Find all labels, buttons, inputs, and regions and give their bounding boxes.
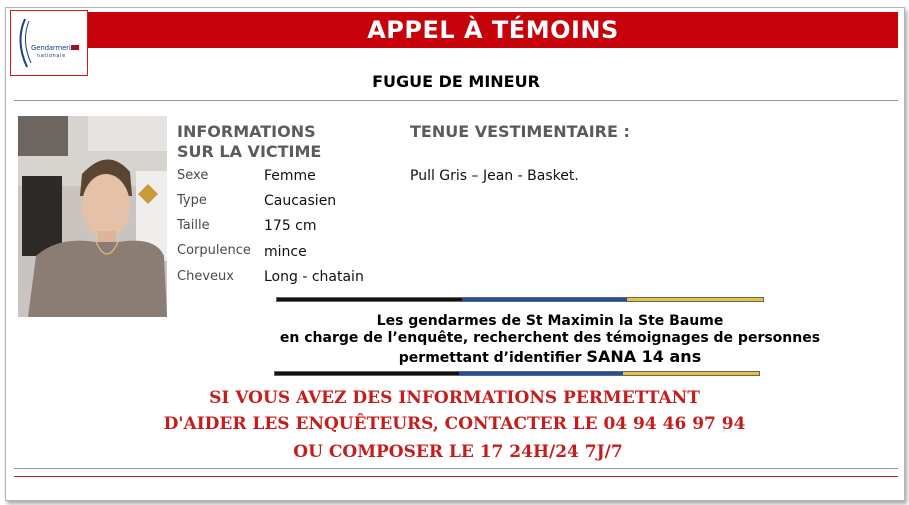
divider-bottom [14, 468, 898, 469]
clothing-heading: TENUE VESTIMENTAIRE : [410, 122, 630, 141]
gendarmerie-logo [10, 10, 88, 76]
message-line2: en charge de l’enquête, recherchent des témoignages de personnes [279, 330, 821, 346]
tricolor-bar-bottom [274, 371, 760, 376]
field-label-sex: Sexe [177, 168, 209, 183]
field-value-height: 175 cm [264, 218, 317, 234]
tricolor-bar-top [276, 297, 764, 302]
gendarmerie-emblem-icon [11, 11, 87, 75]
field-label-height: Taille [177, 218, 210, 233]
contact-line2: D'AIDER LES ENQUÊTEURS, CONTACTER LE 04 94 46 97 94 [163, 414, 746, 434]
field-value-hair: Long - chatain [264, 269, 364, 285]
victim-photo [18, 116, 167, 317]
field-value-build: mince [264, 244, 307, 260]
message-line1: Les gendarmes de St Maximin la Ste Baume [376, 313, 724, 329]
missing-person-name: SANA 14 ans [586, 347, 702, 366]
message-line3 [200, 348, 900, 367]
contact-line1: SI VOUS AVEZ DES INFORMATIONS PERMETTANT [209, 388, 700, 408]
victim-info-heading [177, 122, 321, 162]
field-value-type: Caucasien [264, 193, 337, 209]
message-line3-prefix: permettant d’identifier [398, 350, 587, 366]
logo-text: Gendarmerie [31, 44, 75, 52]
subtitle: FUGUE DE MINEUR [372, 72, 540, 91]
contact-line3: OU COMPOSER LE 17 24H/24 7J/7 [293, 442, 623, 462]
field-label-type: Type [177, 193, 207, 208]
field-label-build: Corpulence [177, 243, 251, 258]
divider-bottom-red [14, 476, 898, 477]
field-label-hair: Cheveux [177, 269, 234, 284]
page-title: APPEL À TÉMOINS [88, 12, 898, 48]
divider [14, 100, 898, 101]
victim-heading-line1: INFORMATIONS [177, 122, 316, 141]
victim-heading-line2: SUR LA VICTIME [177, 142, 322, 161]
field-value-sex: Femme [264, 168, 316, 184]
clothing-value: Pull Gris – Jean - Basket. [410, 168, 579, 184]
logo-subtext: nationale [37, 53, 66, 59]
